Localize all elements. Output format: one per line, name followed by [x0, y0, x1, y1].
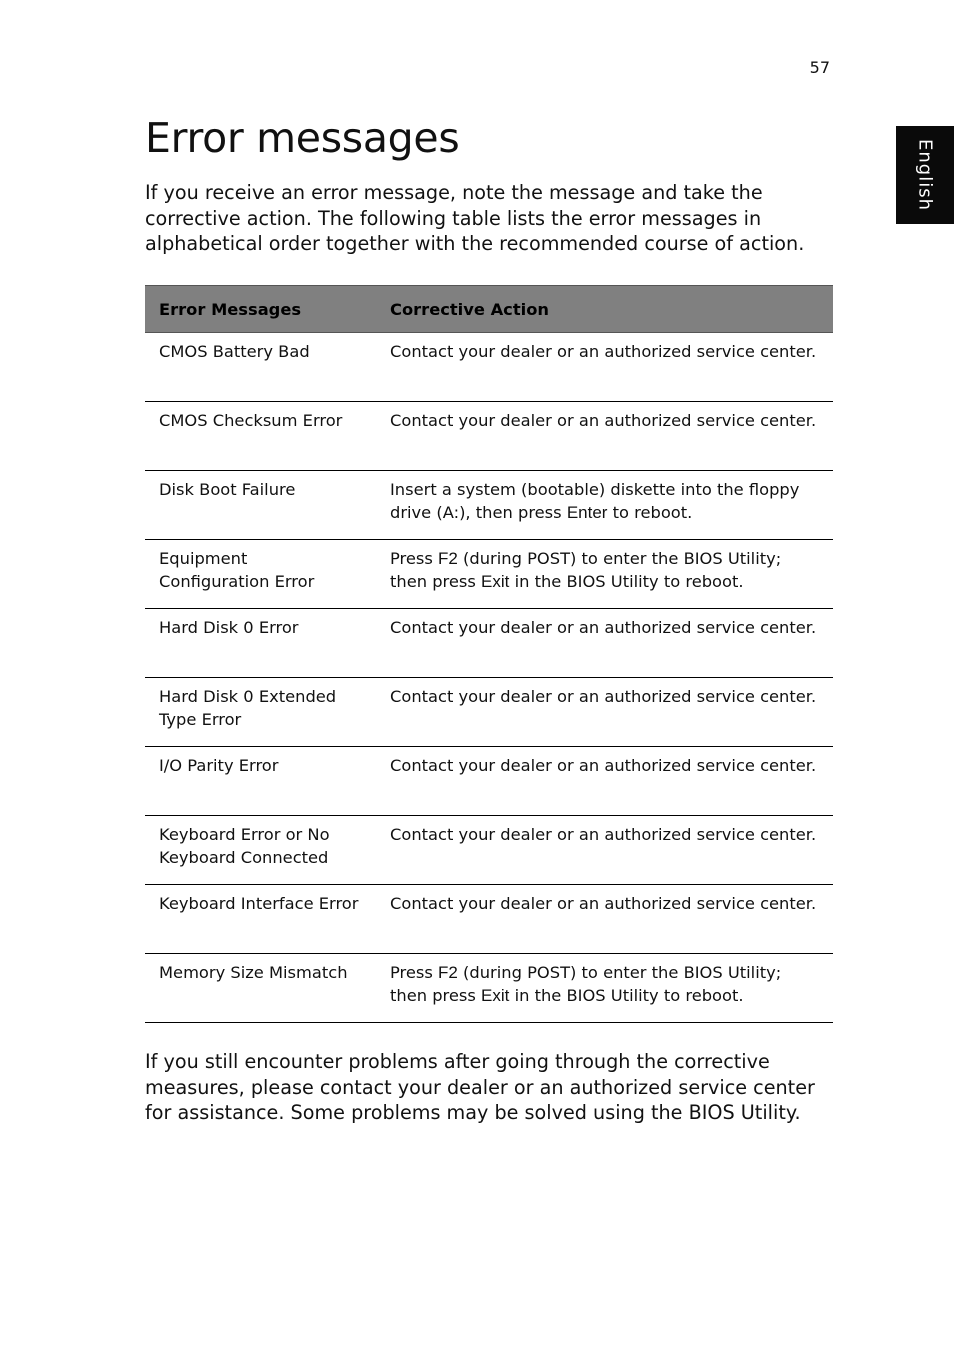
error-message-cell: Memory Size Mismatch [145, 954, 376, 1023]
corrective-action-cell [376, 609, 833, 678]
table-row [145, 540, 833, 609]
action-text: Press [390, 549, 439, 568]
action-text: Contact your dealer or an authorized service center. [390, 687, 817, 706]
action-text: Insert a system (bootable) diskette into the floppy drive (A:), then press [390, 480, 800, 522]
action-text: Contact your dealer or an authorized service center. [390, 894, 817, 913]
table-row [145, 885, 833, 954]
table-row [145, 609, 833, 678]
corrective-action-cell [376, 816, 833, 885]
language-tab [896, 126, 954, 224]
corrective-action-cell [376, 402, 833, 471]
table-body [145, 333, 833, 1023]
action-text: in the BIOS Utility to reboot. [509, 572, 744, 591]
table-row [145, 747, 833, 816]
table-row [145, 678, 833, 747]
corrective-action-cell [376, 885, 833, 954]
language-tab-label: English [914, 139, 936, 211]
key-exit: Exit [481, 572, 510, 591]
action-text: Contact your dealer or an authorized service center. [390, 342, 817, 361]
table-row [145, 333, 833, 402]
action-text: to reboot. [607, 503, 693, 522]
key-exit: Exit [481, 986, 510, 1005]
action-text: Press [390, 963, 439, 982]
corrective-action-cell [376, 678, 833, 747]
action-text: (during POST) to enter the BIOS Utility; then press [390, 549, 782, 591]
error-message-cell: Disk Boot Failure [145, 471, 376, 540]
page-number: 57 [809, 58, 830, 77]
action-text: Contact your dealer or an authorized service center. [390, 618, 817, 637]
error-message-cell: CMOS Checksum Error [145, 402, 376, 471]
table-row [145, 402, 833, 471]
table-row [145, 471, 833, 540]
error-message-cell: Keyboard Interface Error [145, 885, 376, 954]
error-message-cell: I/O Parity Error [145, 747, 376, 816]
action-text: in the BIOS Utility to reboot. [509, 986, 744, 1005]
corrective-action-cell [376, 471, 833, 540]
intro-paragraph: If you receive an error message, note the message and take the corrective action. The following table lists the error messages in alphabetical order together with the recommended course of action. [145, 181, 805, 255]
header-corrective-action: Corrective Action [376, 286, 833, 333]
closing-paragraph: If you still encounter problems after going through the corrective measures, please contact your dealer or an authorized service center for assistance. Some problems may be solved using the BIOS Utility. [145, 1050, 815, 1124]
error-message-cell: Keyboard Error or No Keyboard Connected [145, 816, 376, 885]
table-row [145, 954, 833, 1023]
corrective-action-cell [376, 747, 833, 816]
header-error-messages: Error Messages [145, 286, 376, 333]
error-message-cell: Hard Disk 0 Extended Type Error [145, 678, 376, 747]
key-f2: F2 [438, 549, 458, 568]
corrective-action-cell [376, 333, 833, 402]
key-f2: F2 [438, 963, 458, 982]
action-text: (during POST) to enter the BIOS Utility; then press [390, 963, 782, 1005]
corrective-action-cell [376, 540, 833, 609]
action-text: Contact your dealer or an authorized service center. [390, 411, 817, 430]
error-messages-table [145, 285, 833, 1023]
table-header-row [145, 286, 833, 333]
action-text: Contact your dealer or an authorized service center. [390, 825, 817, 844]
error-message-cell: Hard Disk 0 Error [145, 609, 376, 678]
key-enter: Enter [566, 503, 608, 522]
page-title: Error messages [145, 114, 460, 162]
error-message-cell: Equipment Configuration Error [145, 540, 376, 609]
corrective-action-cell [376, 954, 833, 1023]
error-message-cell: CMOS Battery Bad [145, 333, 376, 402]
table-row [145, 816, 833, 885]
action-text: Contact your dealer or an authorized service center. [390, 756, 817, 775]
